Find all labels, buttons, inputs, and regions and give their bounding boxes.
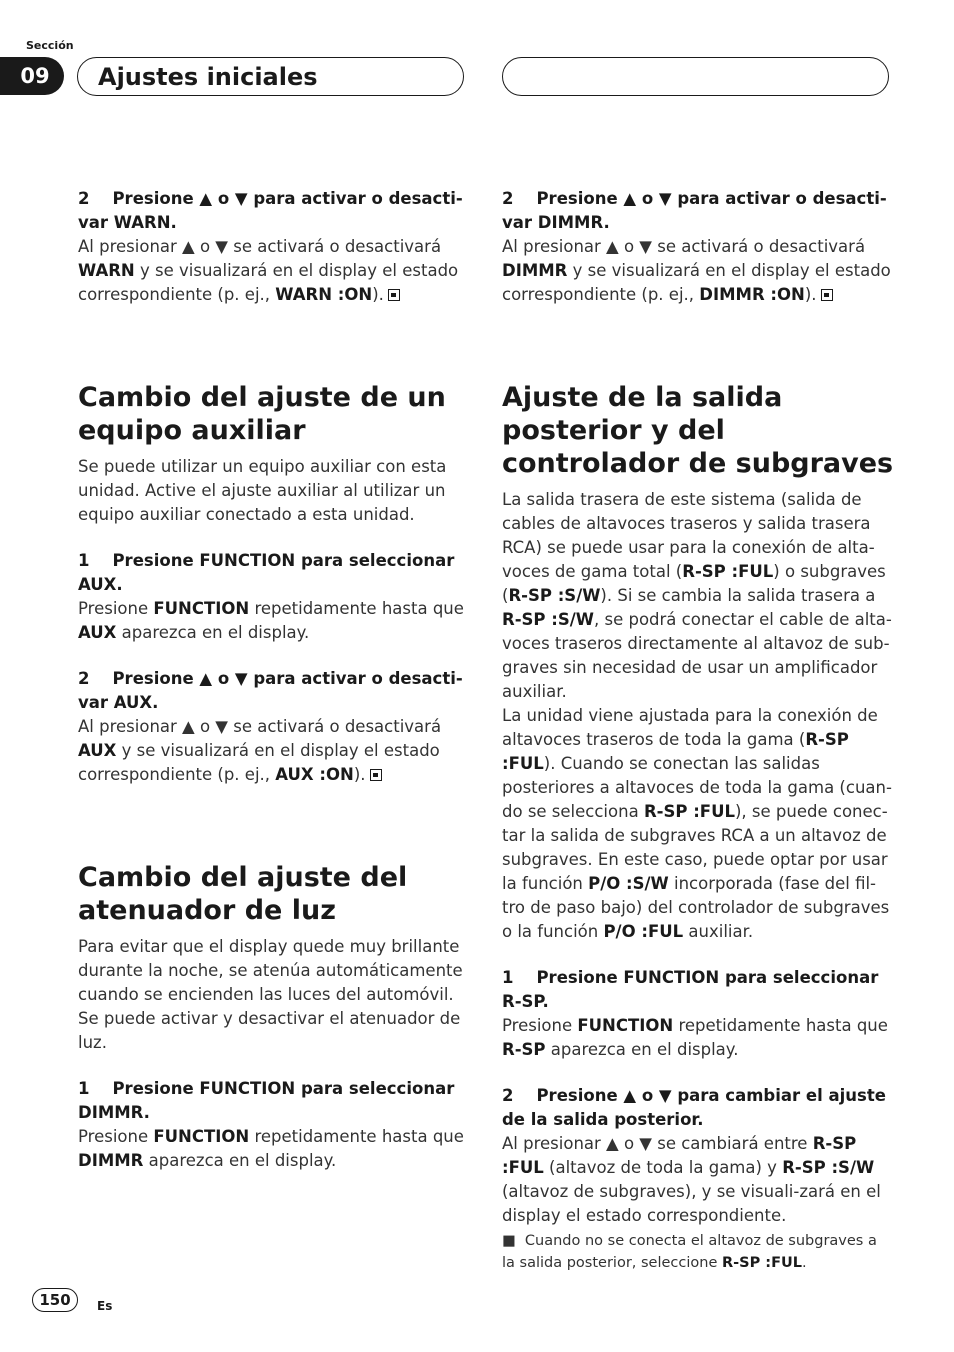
rear-para1-bold-1: R-SP :FUL: [682, 562, 774, 581]
rear-step2-desc-bold-2: R-SP :S/W: [782, 1158, 875, 1177]
rear-para2-d: ), se puede conec-tar la salida de subgraves RCA a un altavoz de subgraves. En este caso, puede optar por usar la función: [502, 802, 888, 893]
dimmer-step1-num: 1: [78, 1079, 90, 1098]
rear-para2-bold-4: P/O :FUL: [603, 922, 684, 941]
dimmer-intro: Para evitar que el display quede muy brillante durante la noche, se atenúa automáticamente cuando se encienden las luces del automóvil. Se puede activar y desactivar el atenuador de luz.: [78, 937, 463, 1052]
rear-step1-desc-1: Presione: [502, 1016, 578, 1035]
rear-step1-desc-bold-1: FUNCTION: [577, 1016, 674, 1035]
rear-para2-bold-2: R-SP :FUL: [643, 802, 735, 821]
rear-note-bold: R-SP :FUL: [722, 1255, 803, 1271]
dimmer-step1-desc-bold-2: DIMMR: [78, 1151, 144, 1170]
dimmr-step-text: Presione ▲ o ▼ para activar o desacti-var DIMMR.: [502, 189, 887, 232]
rear-para1-c: ) o subgraves (: [502, 562, 886, 605]
rear-step2-desc-2: (altavoz de toda la gama) y: [543, 1158, 783, 1177]
rear-para1: [502, 488, 894, 704]
aux-step2-desc-bold-1: AUX: [78, 741, 117, 760]
dimmer-step1-text: Presione FUNCTION para seleccionar DIMMR.: [78, 1079, 455, 1122]
dimmr-step: [502, 187, 894, 235]
rear-step1-num: 1: [502, 968, 514, 987]
rear-step1-desc: [502, 1014, 894, 1062]
aux-step2-desc-2: y se visualizará en el display el estado correspondiente (p. ej.,: [78, 741, 440, 784]
rear-para2-bold-1: R-SP :FUL: [502, 730, 849, 773]
dimmr-desc-bold-1: DIMMR: [502, 261, 568, 280]
rear-para2-f: auxiliar.: [683, 922, 754, 941]
aux-step1-text: Presione FUNCTION para seleccionar AUX.: [78, 551, 455, 594]
section-title-blank: [502, 57, 889, 96]
dimmer-step1-desc-bold-1: FUNCTION: [153, 1127, 250, 1146]
aux-step2-desc-bold-2: AUX :ON: [275, 765, 354, 784]
aux-step2-num: 2: [78, 669, 90, 688]
rear-para1-bold-3: R-SP :S/W: [502, 610, 594, 629]
rear-step1-desc-bold-2: R-SP: [502, 1040, 546, 1059]
rear-para2-a: La unidad viene ajustada para la conexión de altavoces traseros de toda la gama (: [502, 706, 878, 749]
aux-step1-desc-3: aparezca en el display.: [116, 623, 310, 642]
aux-step1-desc-bold-2: AUX: [78, 623, 117, 642]
rear-para2-c: ). Cuando se conectan las salidas posteriores a altavoces de toda la gama (cuan-do se selecciona: [502, 754, 892, 821]
rear-step1-desc-2: repetidamente hasta que: [673, 1016, 888, 1035]
right-column: [502, 187, 894, 1274]
aux-intro: Se puede utilizar un equipo auxiliar con esta unidad. Active el ajuste auxiliar al utilizar un equipo auxiliar conectado a esta unidad.: [78, 457, 447, 524]
aux-step1-desc-bold-1: FUNCTION: [153, 599, 250, 618]
warn-desc-bold-1: WARN: [78, 261, 135, 280]
rear-note: [502, 1230, 894, 1274]
aux-step2-desc: [78, 715, 470, 787]
aux-step2-desc-3: ).: [353, 765, 366, 784]
rear-note-text: Cuando no se conecta el altavoz de subgraves a la salida posterior, seleccione: [502, 1233, 877, 1271]
section-title-text: Ajustes iniciales: [98, 62, 318, 91]
section-number-badge: 09: [0, 57, 64, 95]
end-mark-icon: [821, 289, 833, 301]
rear-step2-num: 2: [502, 1086, 514, 1105]
section-title: [77, 57, 464, 96]
rear-heading: Ajuste de la salida posterior y del controlador de subgraves: [502, 382, 894, 479]
rear-step2-desc-3: (altavoz de subgraves), y se visuali-zará en el display el estado correspondiente.: [502, 1182, 881, 1225]
page-number: 150: [32, 1288, 78, 1312]
section-label: Sección: [26, 39, 74, 52]
note-bullet-icon: ■: [502, 1233, 516, 1249]
rear-para2-bold-3: P/O :S/W: [588, 874, 669, 893]
aux-step1-desc-2: repetidamente hasta que: [249, 599, 464, 618]
aux-step1-desc: [78, 597, 470, 645]
rear-para1-d: ). Si se cambia la salida trasera a: [600, 586, 876, 605]
language-code: Es: [97, 1299, 113, 1313]
aux-heading: Cambio del ajuste de un equipo auxiliar: [78, 382, 446, 446]
aux-step1: [78, 549, 470, 597]
dimmr-desc-bold-2: DIMMR :ON: [699, 285, 805, 304]
dimmer-step1-desc-1: Presione: [78, 1127, 154, 1146]
warn-desc-3: ).: [372, 285, 384, 304]
dimmer-step1: [78, 1077, 470, 1125]
aux-step1-num: 1: [78, 551, 90, 570]
rear-step2: [502, 1084, 894, 1132]
end-mark-icon: [388, 289, 400, 301]
rear-para1-bold-2: R-SP :S/W: [508, 586, 601, 605]
aux-step2-desc-1: Al presionar ▲ o ▼ se activará o desactivará: [78, 717, 442, 736]
rear-step1: [502, 966, 894, 1014]
rear-step1-desc-3: aparezca en el display.: [545, 1040, 739, 1059]
warn-desc-2: y se visualizará en el display el estado correspondiente (p. ej.,: [78, 261, 459, 304]
rear-step2-desc: [502, 1132, 894, 1228]
warn-step-text: Presione ▲ o ▼ para activar o desacti-var WARN.: [78, 189, 463, 232]
warn-desc-bold-2: WARN :ON: [275, 285, 373, 304]
rear-note-end: .: [802, 1255, 807, 1271]
dimmr-step-num: 2: [502, 189, 514, 208]
warn-desc-1: Al presionar ▲ o ▼ se activará o desactivará: [78, 237, 442, 256]
aux-step2-text: Presione ▲ o ▼ para activar o desacti-var AUX.: [78, 669, 463, 712]
dimmer-step1-desc: [78, 1125, 470, 1173]
rear-para2-e: incorporada (fase del fil-tro de paso bajo) del controlador de subgraves o la función: [502, 874, 890, 941]
dimmer-step1-desc-2: repetidamente hasta que: [249, 1127, 464, 1146]
rear-step1-text: Presione FUNCTION para seleccionar R-SP.: [502, 968, 879, 1011]
rear-step2-text: Presione ▲ o ▼ para cambiar el ajuste de la salida posterior.: [502, 1086, 886, 1129]
aux-step1-desc-1: Presione: [78, 599, 154, 618]
dimmr-desc-1: Al presionar ▲ o ▼ se activará o desactivará: [502, 237, 866, 256]
dimmr-desc: [502, 235, 894, 307]
end-mark-icon: [370, 769, 382, 781]
rear-para2: [502, 704, 894, 944]
left-column: [78, 187, 470, 1173]
warn-desc: [78, 235, 470, 307]
dimmr-desc-3: ).: [804, 285, 817, 304]
rear-para1-e: , se podrá conectar el cable de alta-voces traseros directamente al altavoz de sub-graves sin necesidad de usar un amplificador auxiliar.: [502, 610, 892, 701]
warn-step-num: 2: [78, 189, 90, 208]
warn-step: [78, 187, 470, 235]
rear-step2-desc-bold-1: R-SP :FUL: [502, 1134, 857, 1177]
rear-para1-a: La salida trasera de este sistema (salida de cables de altavoces traseros y salida trasera RCA) se puede usar para la conexión de alta-voces de gama total (: [502, 490, 875, 581]
aux-step2: [78, 667, 470, 715]
dimmer-heading: Cambio del ajuste del atenuador de luz: [78, 862, 408, 926]
dimmer-step1-desc-3: aparezca en el display.: [143, 1151, 337, 1170]
dimmr-desc-2: y se visualizará en el display el estado correspondiente (p. ej.,: [502, 261, 891, 304]
rear-step2-desc-1: Al presionar ▲ o ▼ se cambiará entre: [502, 1134, 813, 1153]
